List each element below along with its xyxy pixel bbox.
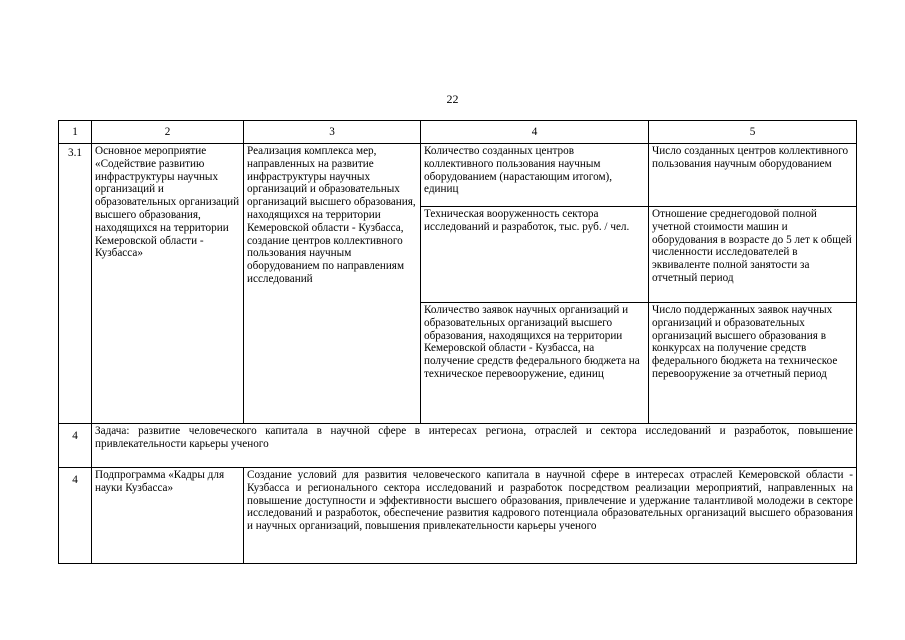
subprogram-text: Создание условий для развития человеческого капитала в научной сфере в интересах отраслей Кемеровской области - Кузбасса и регионального сектора исследований и разработок посредством реализации мероприятий, направленных на повышение доступности и эффективности высшего образования, привлечение и удержание талантливой молодежи в секторе исследований и разработок, обеспечение развития кадрового потенциала образовательных организаций высшего образования и научных организаций, повышения привлекательности карьеры ученого <box>244 468 857 564</box>
column-header: 1 <box>59 121 92 144</box>
subprogram-row <box>59 468 857 564</box>
column-header: 2 <box>92 121 244 144</box>
task-text: Задача: развитие человеческого капитала в научной сфере в интересах региона, отраслей и сектора исследований и разработок, повышение привлекательности карьеры ученого <box>92 424 857 468</box>
indicator-method: Отношение среднегодовой полной учетной стоимости машин и оборудования в возрасте до 5 лет к общей численности исследователей в эквиваленте полной занятости за отчетный период <box>649 207 857 303</box>
page-number: 22 <box>446 92 459 106</box>
row-number: 4 <box>59 424 92 468</box>
indicator-name: Количество заявок научных организаций и образовательных организаций высшего образования, находящихся на территории Кемеровской области - Кузбасса, на получение средств федерального бюджета на техническое перевооружение, единиц <box>421 303 649 424</box>
indicator-name: Количество созданных центров коллективного пользования научным оборудованием (нарастающим итогом), единиц <box>421 144 649 207</box>
column-header: 5 <box>649 121 857 144</box>
row-number: 4 <box>59 468 92 564</box>
row-number: 3.1 <box>59 144 92 424</box>
subprogram-name: Подпрограмма «Кадры для науки Кузбасса» <box>92 468 244 564</box>
column-header: 3 <box>244 121 421 144</box>
measure-name: Основное мероприятие «Содействие развитию инфраструктуры научных организаций и образовательных организаций высшего образования, находящихся на территории Кемеровской области - Кузбасса» <box>92 144 244 424</box>
indicator-name: Техническая вооруженность сектора исследований и разработок, тыс. руб. / чел. <box>421 207 649 303</box>
indicator-method: Число поддержанных заявок научных организаций и образовательных организаций высшего образования в конкурсах на получение средств федерального бюджета на техническое перевооружение за отчетный период <box>649 303 857 424</box>
measure-description: Реализация комплекса мер, направленных на развитие инфраструктуры научных организаций и образовательных организаций высшего образования, находящихся на территории Кемеровской области - Кузбасса, создание центров коллективного пользования научным оборудованием по направлениям исследований <box>244 144 421 424</box>
table-row <box>59 144 857 207</box>
indicator-method: Число созданных центров коллективного пользования научным оборудованием <box>649 144 857 207</box>
column-header: 4 <box>421 121 649 144</box>
table-header-row <box>59 121 857 144</box>
task-row <box>59 424 857 468</box>
program-table <box>58 120 857 564</box>
